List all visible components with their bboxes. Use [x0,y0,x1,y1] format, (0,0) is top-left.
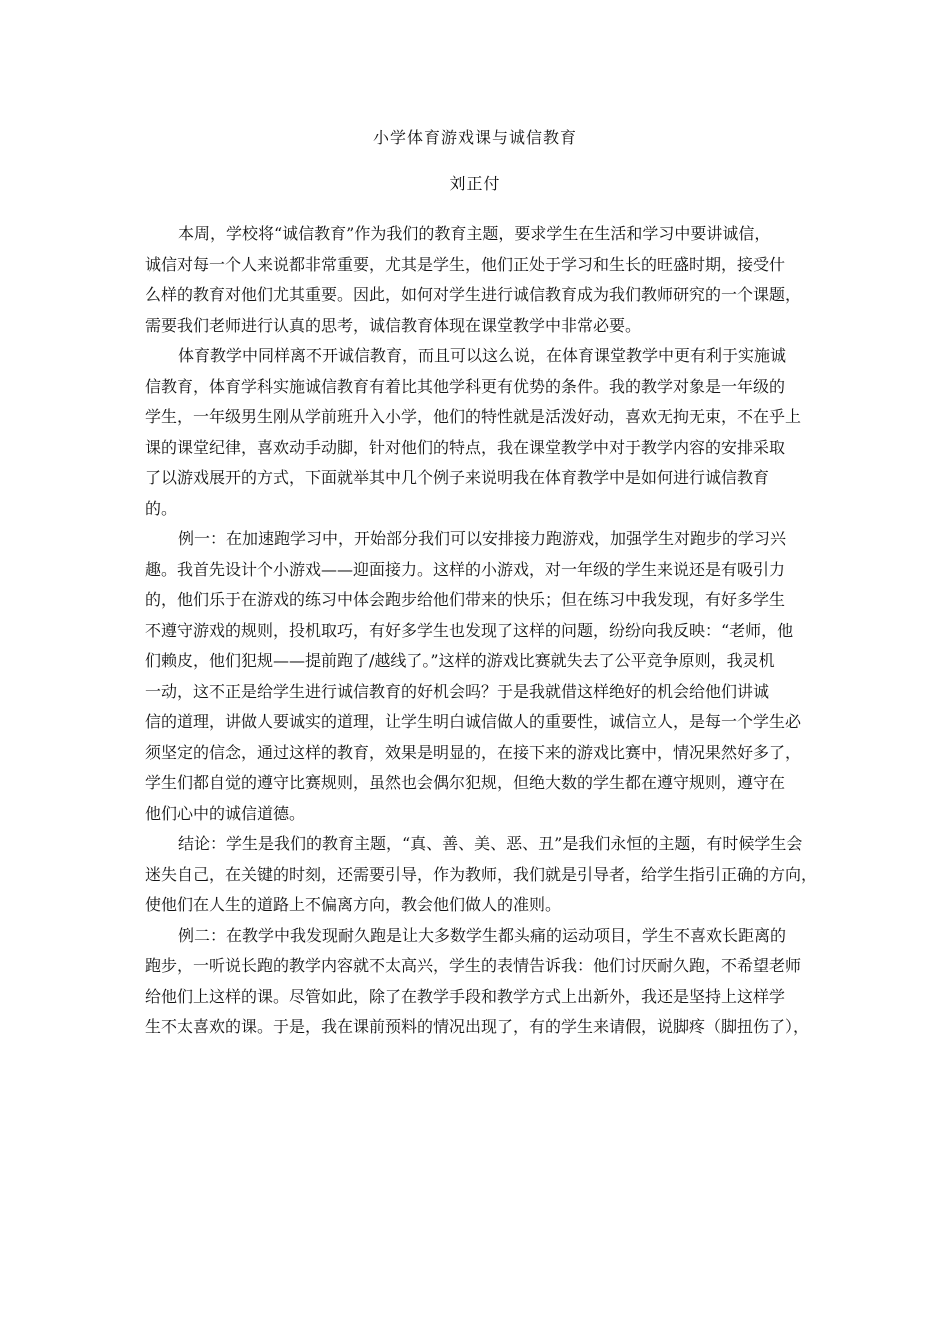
text-line: 跑步，一听说长跑的教学内容就不太高兴，学生的表情告诉我：他们讨厌耐久跑，不希望老师 [145,956,802,975]
text-line: 一动，这不正是给学生进行诚信教育的好机会吗？于是我就借这样绝好的机会给他们讲诚 [145,681,770,701]
text-line: 使他们在人生的道路上不偏离方向，教会他们做人的准则。 [145,895,562,914]
text-line: 么样的教育对他们尤其重要。因此，如何对学生进行诚信教育成为我们教师研究的一个课题， [145,285,802,304]
text-line: 学生们都自觉的遵守比赛规则，虽然也会偶尔犯规，但绝大数的学生都在遵守规则，遵守在 [145,773,786,792]
text-line: 生不太喜欢的课。于是，我在课前预料的情况出现了，有的学生来请假，说脚疼（脚扭伤了）， [145,1017,810,1036]
text-line: 的。 [145,498,178,518]
text-line: 的，他们乐于在游戏的练习中体会跑步给他们带来的快乐；但在练习中我发现，有好多学生 [145,590,786,609]
text-line: 迷失自己，在关键的时刻，还需要引导，作为教师，我们就是引导者，给学生指引正确的方向， [145,864,818,884]
text-line: 诚信对每一个人来说都非常重要，尤其是学生，他们正处于学习和生长的旺盛时期，接受什 [145,254,786,274]
text-line: 了以游戏展开的方式，下面就举其中几个例子来说明我在体育教学中是如何进行诚信教育 [145,468,770,487]
text-line: 们赖皮，他们犯规——提前跑了/越线了。”这样的游戏比赛就失去了公平竞争原则，我灵机 [145,651,775,670]
text-line: 例二：在教学中我发现耐久跑是让大多数学生都头痛的运动项目，学生不喜欢长距离的 [178,925,787,945]
text-line: 他们心中的诚信道德。 [145,803,306,823]
text-line: 本周，学校将“诚信教育”作为我们的教育主题，要求学生在生活和学习中要讲诚信， [178,224,771,243]
text-line: 信教育，体育学科实施诚信教育有着比其他学科更有优势的条件。我的教学对象是一年级的 [145,376,786,396]
text-line: 须坚定的信念，通过这样的教育，效果是明显的，在接下来的游戏比赛中，情况果然好多了， [145,742,802,762]
document-author: 刘正付 [449,174,501,193]
text-line: 给他们上这样的课。尽管如此，除了在教学手段和教学方式上出新外，我还是坚持上这样学 [145,986,786,1006]
text-line: 例一：在加速跑学习中，开始部分我们可以安排接力跑游戏，加强学生对跑步的学习兴 [178,529,787,548]
text-line: 需要我们老师进行认真的思考，诚信教育体现在课堂教学中非常必要。 [145,315,642,335]
text-line: 不遵守游戏的规则，投机取巧，有好多学生也发现了这样的问题，纷纷向我反映：“老师，他 [145,620,794,640]
text-line: 趣。我首先设计个小游戏——迎面接力。这样的小游戏，对一年级的学生来说还是有吸引力 [145,559,786,579]
document-title: 小学体育游戏课与诚信教育 [372,128,577,147]
text-line: 结论：学生是我们的教育主题，“真、善、美、恶、丑”是我们永恒的主题，有时候学生会 [178,834,803,853]
text-line: 信的道理，讲做人要诚实的道理，让学生明白诚信做人的重要性，诚信立人，是每一个学生必 [145,712,802,731]
text-line: 学生，一年级男生刚从学前班升入小学，他们的特性就是活泼好动，喜欢无拘无束，不在乎上 [145,407,802,426]
text-line: 体育教学中同样离不开诚信教育，而且可以这么说，在体育课堂教学中更有利于实施诚 [178,346,787,365]
text-line: 课的课堂纪律，喜欢动手动脚，针对他们的特点，我在课堂教学中对于教学内容的安排采取 [145,437,786,457]
document-body [145,219,818,1043]
